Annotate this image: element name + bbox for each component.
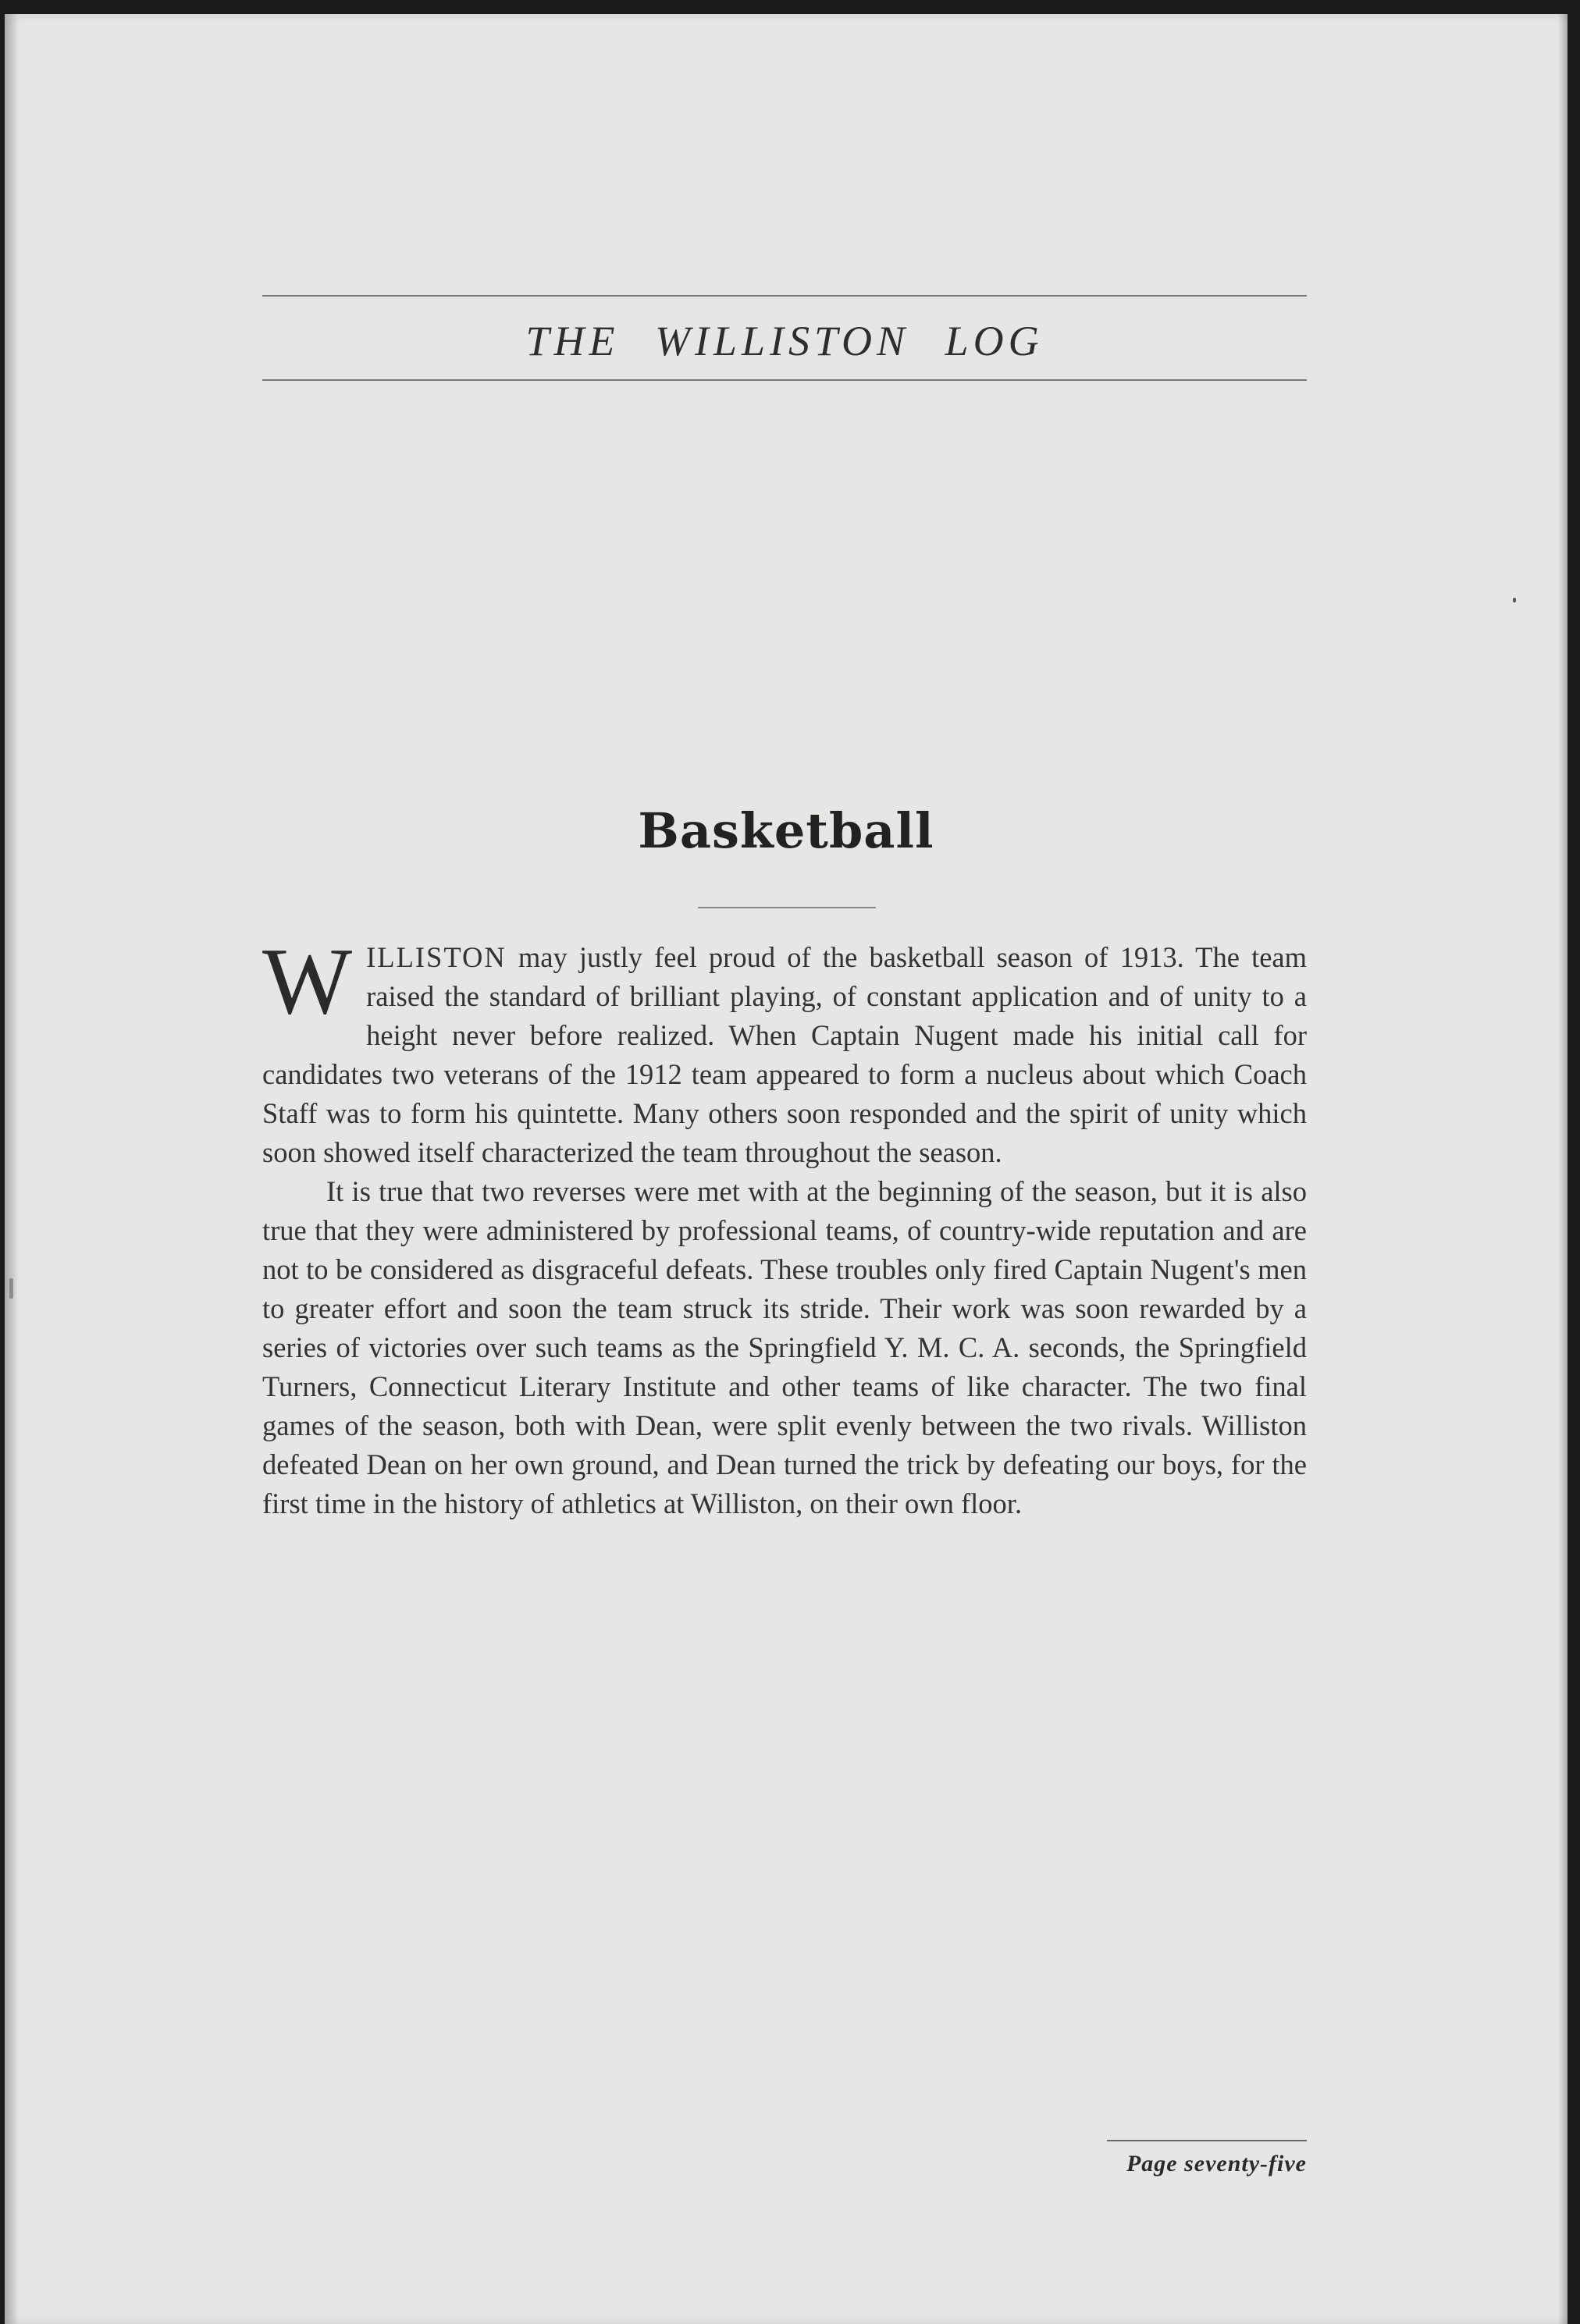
paper-speck: [1513, 598, 1516, 602]
spine-shadow: [5, 14, 19, 2324]
paper-speck: [9, 1278, 13, 1299]
paragraph-1: [262, 929, 1307, 1172]
article-body: [262, 929, 1307, 1523]
page-edge-shadow: [1558, 14, 1568, 2324]
lead-in-caps: ILLISTON: [366, 941, 507, 973]
drop-cap: W: [262, 929, 353, 1034]
paragraph-1-text: may justly feel proud of the basketball season of 1913. The team raised the standard of brilliant playing, of constant application and of unity to a height never before realized. When Captain Nugent made his initial call for candidates two veterans of the 1912 team appeared to form a nucleus about which Coach Staff was to form his quintette. Many others soon responded and the spirit of unity which soon showed itself characterized the team throughout the season.: [262, 941, 1307, 1168]
running-title: THE WILLISTON LOG: [525, 318, 1044, 364]
footer-rule: [1107, 2140, 1307, 2141]
title-divider: [698, 907, 876, 908]
page-number: Page seventy-five: [1126, 2151, 1307, 2177]
running-header: [262, 295, 1307, 381]
section-title: Basketball: [638, 802, 934, 859]
paragraph-2: It is true that two reverses were met with at the beginning of the season, but it is also true that they were administered by professional teams, of country-wide reputation and are not to be considered as disgraceful defeats. These troubles only fired Captain Nugent's men to greater effort and soon the team struck its stride. Their work was soon rewarded by a series of victories over such teams as the Springfield Y. M. C. A. seconds, the Springfield Turners, Connecticut Literary Institute and other teams of like character. The two final games of the season, both with Dean, were split evenly between the two rivals. Williston defeated Dean on her own ground, and Dean turned the trick by defeating our boys, for the first time in the history of athletics at Williston, on their own floor.: [262, 1175, 1307, 1519]
book-page: [5, 14, 1568, 2324]
